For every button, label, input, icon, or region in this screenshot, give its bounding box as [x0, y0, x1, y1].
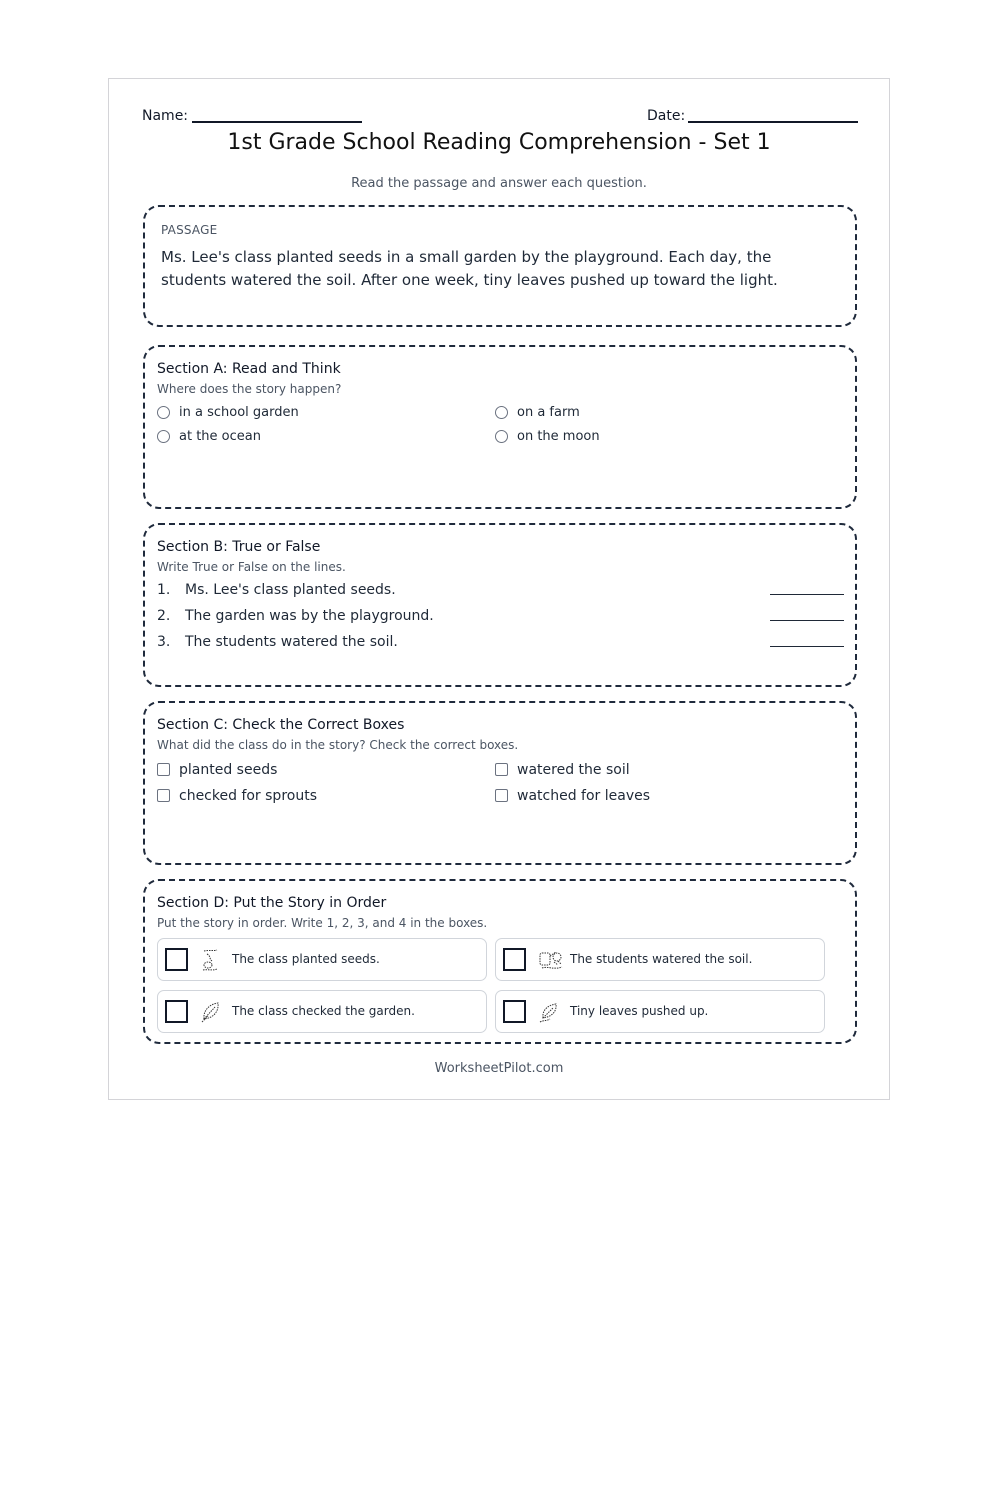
footer-site-name: WorksheetPilot.com — [434, 1061, 564, 1076]
name-line[interactable] — [192, 121, 362, 123]
story-order-card: The class checked the garden. — [157, 990, 487, 1033]
section-a-question: Where does the story happen? — [157, 382, 342, 396]
radio-button[interactable] — [495, 430, 508, 443]
checkbox[interactable] — [157, 763, 170, 776]
order-number-box[interactable] — [165, 1000, 188, 1023]
radio-button[interactable] — [157, 406, 170, 419]
name-date-row — [142, 108, 858, 128]
radio-button[interactable] — [157, 430, 170, 443]
date-label: Date: — [647, 108, 686, 124]
section-d-box — [143, 879, 857, 1044]
section-b-instruction: Write True or False on the lines. — [157, 560, 346, 574]
section-c-box: Section C: Check the Correct Boxes What did the class do in the story? Check the correct boxes. planted seeds watered the soil checked for sprouts watched for leaves — [143, 701, 857, 865]
section-c-title: Section C: Check the Correct Boxes — [157, 717, 405, 733]
order-number-box[interactable] — [165, 948, 188, 971]
answer-line[interactable] — [770, 620, 844, 621]
story-order-card: Tiny leaves pushed up. — [495, 990, 825, 1033]
order-number-box[interactable] — [503, 1000, 526, 1023]
section-c-question: What did the class do in the story? Check the correct boxes. — [157, 738, 519, 752]
section-a-box: Section A: Read and Think Where does the story happen? in a school garden on a farm at the ocean on the moon — [143, 345, 857, 509]
checkbox[interactable] — [157, 789, 170, 802]
page-title: 1st Grade School Reading Comprehension - Set 1 — [227, 130, 771, 155]
passage-box — [143, 205, 857, 327]
seed-sketch-icon — [200, 948, 222, 972]
section-a-title: Section A: Read and Think — [157, 361, 341, 377]
true-false-item: 3. The students watered the soil. — [157, 634, 845, 654]
answer-line[interactable] — [770, 646, 844, 647]
story-order-card: The class planted seeds. — [157, 938, 487, 981]
leaf-sketch-icon — [200, 1000, 222, 1024]
watering-sketch-icon — [538, 948, 564, 972]
section-b-box — [143, 523, 857, 687]
checkbox[interactable] — [495, 789, 508, 802]
true-false-item: 1. Ms. Lee's class planted seeds. — [157, 582, 845, 602]
story-order-card: The students watered the soil. — [495, 938, 825, 981]
passage-label: PASSAGE — [161, 223, 218, 237]
name-label: Name: — [142, 108, 189, 124]
page-instructions: Read the passage and answer each question. — [351, 176, 647, 191]
section-d-instruction: Put the story in order. Write 1, 2, 3, and 4 in the boxes. — [157, 916, 488, 930]
sprout-sketch-icon — [538, 1000, 560, 1024]
section-b-title: Section B: True or False — [157, 539, 321, 555]
radio-button[interactable] — [495, 406, 508, 419]
section-d-title: Section D: Put the Story in Order — [157, 895, 387, 911]
order-number-box[interactable] — [503, 948, 526, 971]
checkbox[interactable] — [495, 763, 508, 776]
true-false-item: 2. The garden was by the playground. — [157, 608, 845, 628]
answer-line[interactable] — [770, 594, 844, 595]
date-line[interactable] — [688, 121, 858, 123]
passage-text: Ms. Lee's class planted seeds in a small garden by the playground. Each day, the students watered the soil. After one week, tiny leaves pushed up toward the light. — [161, 248, 778, 289]
